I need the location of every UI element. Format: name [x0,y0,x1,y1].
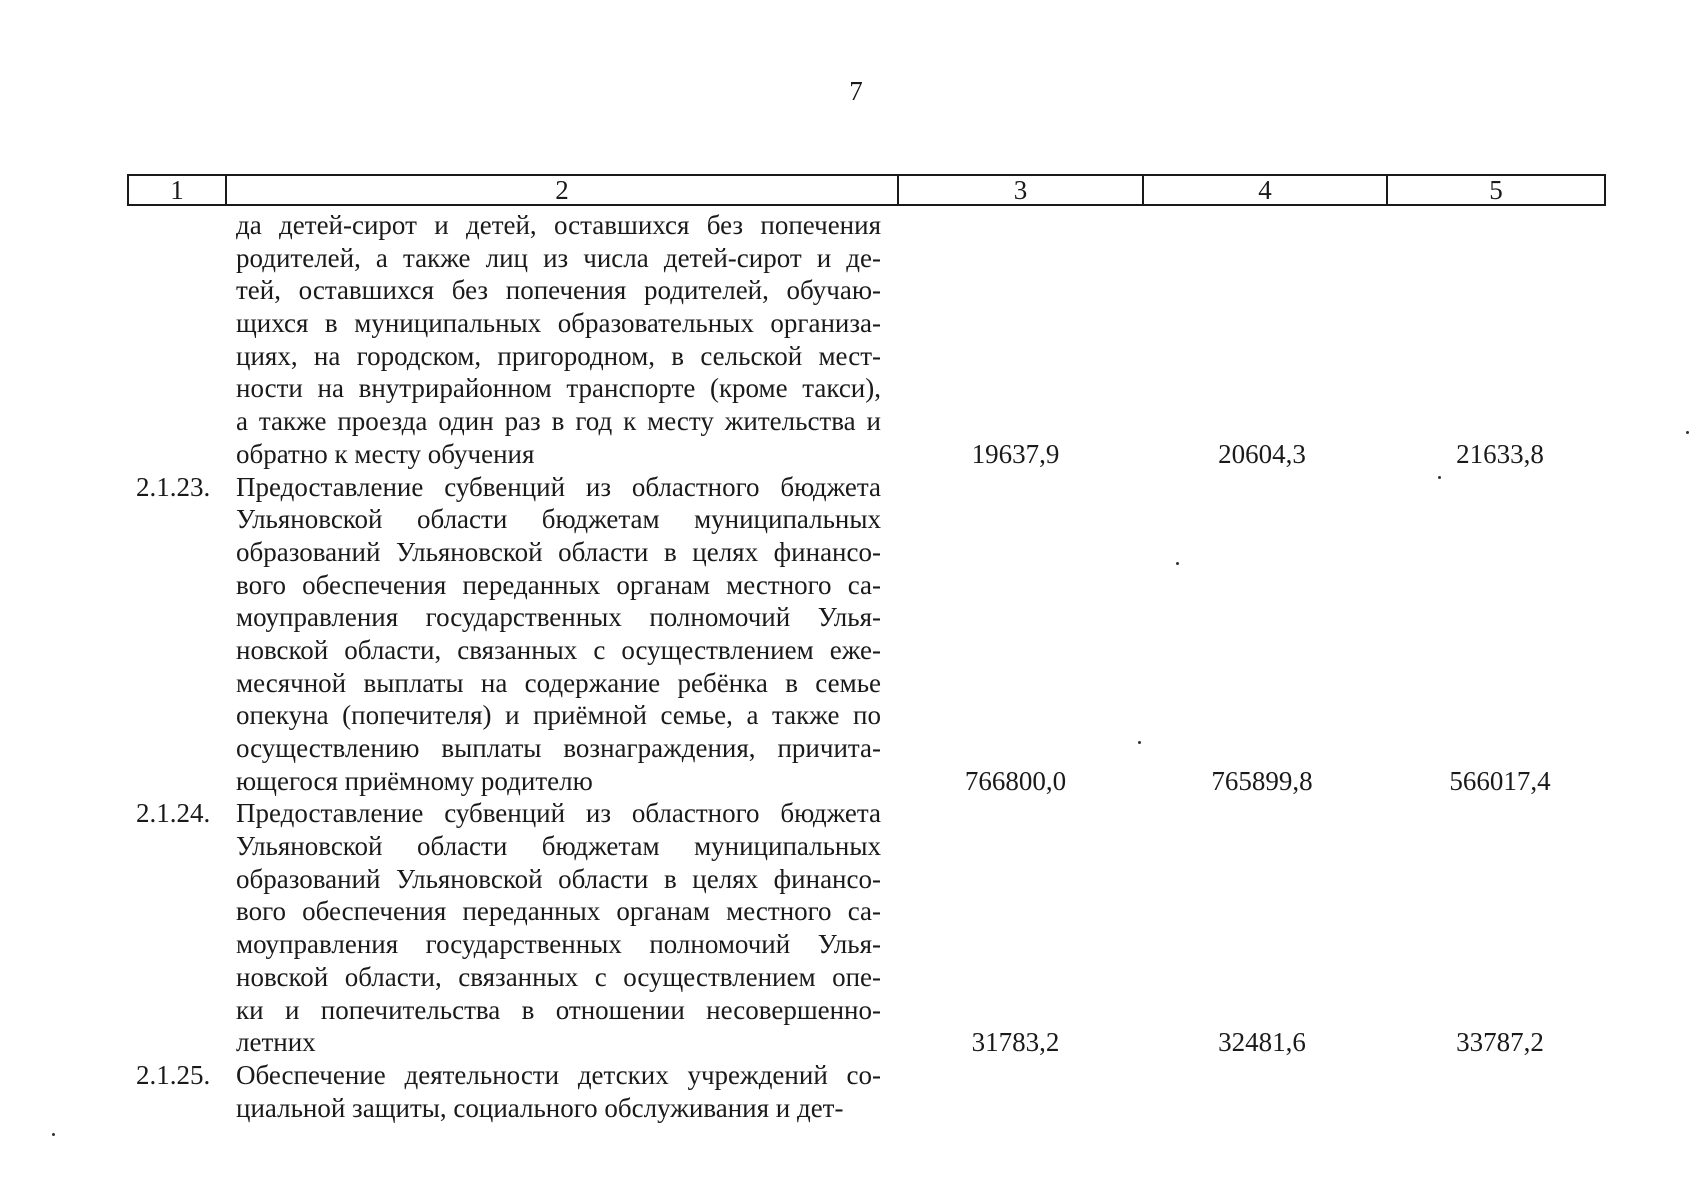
description-line: летних [236,1027,316,1058]
value-column-4: 765899,8 [1211,765,1313,796]
description-line: а также проезда один раз в год к месту жительства и [236,406,881,437]
table-row [0,797,1696,1059]
scan-speck [52,1133,55,1136]
description-line: циях, на городском, пригородном, в сельской мест- [236,340,881,371]
value-column-5: 566017,4 [1449,765,1551,796]
scan-speck [1176,562,1179,565]
page-number: 7 [849,76,863,106]
description-line: Предоставление субвенций из областного бюджета [236,471,881,502]
description-line: месячной выплаты на содержание ребёнка в семье [236,667,881,698]
description-line: щихся в муниципальных образовательных организа- [236,308,881,339]
description-line: Предоставление субвенций из областного бюджета [236,798,881,829]
description-line: вого обеспечения переданных органам местного са- [236,896,881,927]
table-row [0,471,1696,798]
table-row [0,1059,1696,1124]
description-line: образований Ульяновской области в целях финансо- [236,863,881,894]
column-header-1: 1 [128,175,226,205]
description-line: ющегося приёмному родителю [236,765,593,796]
value-column-3: 31783,2 [971,1027,1060,1058]
row-description [236,1059,881,1124]
description-line: родителей, а также лиц из числа детей-сирот и де- [236,242,881,273]
column-header-2: 2 [226,175,898,205]
scan-speck [1686,431,1689,434]
description-line: Ульяновской области бюджетам муниципальных [236,831,881,862]
table-body [0,209,1696,1124]
row-description [236,209,881,471]
description-line: тей, оставшихся без попечения родителей, обучаю- [236,275,881,306]
scan-speck [1438,476,1441,479]
description-line: моуправления государственных полномочий Улья- [236,602,881,633]
description-line: новской области, связанных с осуществлением опе- [236,961,881,992]
description-line: ки и попечительства в отношении несовершенно- [236,994,881,1025]
description-line: Ульяновской области бюджетам муниципальных [236,504,881,535]
value-column-4: 32481,6 [1218,1027,1306,1058]
row-number: 2.1.24. [136,798,211,829]
description-line: циальной защиты, социального обслуживания и дет- [236,1092,844,1123]
value-column-5: 33787,2 [1456,1027,1544,1058]
value-column-3: 766800,0 [964,765,1067,796]
row-description [236,797,881,1059]
description-line: опекуна (попечителя) и приёмной семье, а также по [236,700,881,731]
description-line: Обеспечение деятельности детских учреждений со- [236,1059,881,1090]
description-line: новской области, связанных с осуществлением еже- [236,634,881,665]
description-line: обратно к месту обучения [236,438,535,469]
table-row [0,209,1696,471]
description-line: образований Ульяновской области в целях финансо- [236,536,881,567]
value-column-4: 20604,3 [1218,438,1306,469]
value-column-5: 21633,8 [1456,438,1544,469]
description-line: да детей-сирот и детей, оставшихся без попечения [236,210,881,240]
description-line: осуществлению выплаты вознаграждения, причита- [236,733,881,763]
row-number: 2.1.23. [136,471,211,502]
row-number: 2.1.25. [136,1059,211,1090]
scan-speck [1138,741,1141,744]
column-header-3: 3 [898,175,1143,205]
description-line: вого обеспечения переданных органам местного са- [236,569,881,600]
value-column-3: 19637,9 [971,438,1060,469]
column-header-5: 5 [1387,175,1605,205]
table-header [127,174,1606,206]
description-line: моуправления государственных полномочий Улья- [236,929,881,960]
description-line: ности на внутрирайонном транспорте (кроме такси), [236,373,881,404]
row-description [236,471,881,798]
column-header-4: 4 [1143,175,1387,205]
